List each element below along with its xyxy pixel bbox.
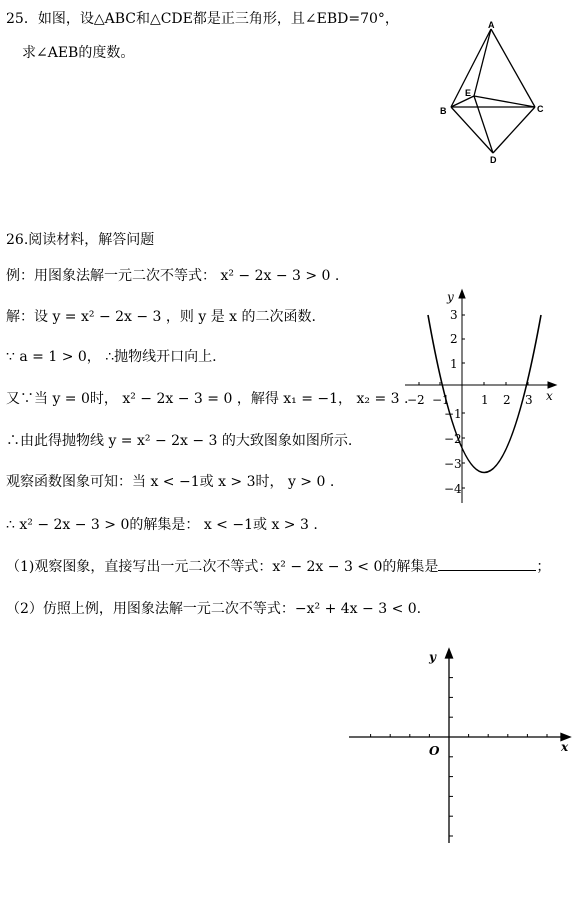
question1-end: ； <box>536 559 551 575</box>
vertex-label-a: A <box>488 20 495 30</box>
parabola-graph <box>400 285 565 510</box>
vertex-label-b: B <box>440 106 447 116</box>
y-tick-neg4: −4 <box>444 482 462 496</box>
step2-line: 又∵当 y = 0时， x² − 2x − 3 = 0 ，解得 x₁ = −1， x₂ = 3 . <box>6 391 409 407</box>
graph-x-label: x <box>546 389 553 403</box>
problem26-title: 26.阅读材料，解答问题 <box>6 232 155 248</box>
step4-line: 观察函数图象可知：当 x < −1或 x > 3时， y > 0 . <box>6 474 335 490</box>
graph-y-label: y <box>447 290 454 304</box>
blank-axes-x-label: x <box>561 740 569 754</box>
example-line: 例：用图象法解一元二次不等式： x² − 2x − 3 > 0 . <box>6 268 340 284</box>
triangle-figure <box>438 20 548 170</box>
vertex-label-d: D <box>490 155 497 165</box>
y-tick-neg1: −1 <box>444 407 462 421</box>
y-tick-2: 2 <box>450 332 458 346</box>
blank-axes <box>345 645 575 850</box>
vertex-label-c: C <box>537 104 544 114</box>
blank-axes-origin: O <box>429 744 440 758</box>
y-tick-neg2: −2 <box>444 432 462 446</box>
x-tick-3: 3 <box>525 393 533 407</box>
x-tick-neg1: −1 <box>432 393 450 407</box>
x-tick-neg2: −2 <box>407 393 425 407</box>
question2-line: （2）仿照上例，用图象法解一元二次不等式：−x² + 4x − 3 < 0. <box>6 601 422 617</box>
problem25-line1: 25．如图，设△ABC和△CDE都是正三角形，且∠EBD=70°， <box>6 11 399 27</box>
blank-axes-y-label: y <box>429 650 436 664</box>
step3-line: ∴由此得抛物线 y = x² − 2x − 3 的大致图象如图所示. <box>6 433 353 449</box>
problem25-line2: 求∠AEB的度数。 <box>22 45 135 61</box>
question1-text: （1)观察图象，直接写出一元二次不等式：x² − 2x − 3 < 0的解集是 <box>6 559 439 575</box>
vertex-label-e: E <box>465 88 472 98</box>
solution-line: 解：设 y = x² − 2x − 3 ，则 y 是 x 的二次函数. <box>6 309 316 325</box>
question1-line <box>6 558 550 576</box>
answer-blank[interactable] <box>438 558 536 571</box>
x-tick-1: 1 <box>481 393 489 407</box>
y-tick-1: 1 <box>450 357 458 371</box>
step5-line: ∴ x² − 2x − 3 > 0的解集是： x < −1或 x > 3 . <box>6 517 318 533</box>
y-tick-3: 3 <box>450 308 458 322</box>
step1-line: ∵ a = 1 > 0， ∴抛物线开口向上. <box>6 349 217 365</box>
y-tick-neg3: −3 <box>444 457 462 471</box>
x-tick-2: 2 <box>503 393 511 407</box>
